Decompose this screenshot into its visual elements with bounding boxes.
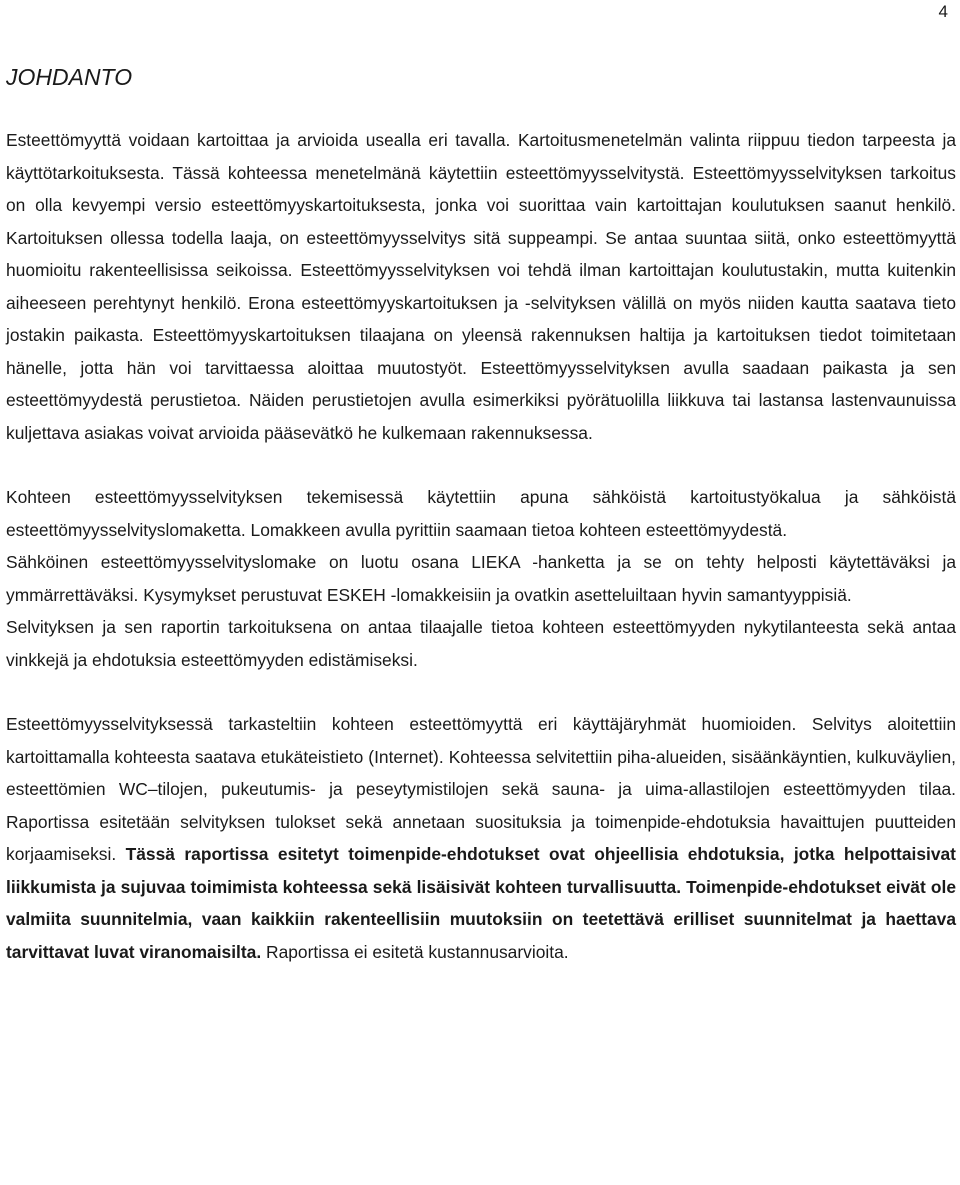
scope-text: Esteettömyysselvityksessä tarkasteltiin kohteen esteettömyyttä eri käyttäjäryhmät huomioiden. Selvitys aloitettiin kartoittamalla kohteesta saatava etukäteistieto (Internet). Kohteessa selvitettiin piha-alueiden, sisäänkäyntien, kulkuväylien, esteettömien WC–tilojen, pukeutumis- ja peseytymistilojen sekä sauna- ja uima-allastilojen esteettömyyden tilaa. Raportissa esitetään selvityksen tulokset sekä annetaan suosituksia ja toimenpide-ehdotuksia havaittujen puutteiden korjaamiseksi. xyxy=(6,714,956,864)
paragraph-purpose: Selvityksen ja sen raportin tarkoituksena on antaa tilaajalle tietoa kohteen esteettömyyden nykytilanteesta sekä antaa vinkkejä ja ehdotuksia esteettömyyden edistämiseksi. xyxy=(6,617,956,670)
paragraph-intro: Esteettömyyttä voidaan kartoittaa ja arvioida usealla eri tavalla. Kartoitusmenetelmän valinta riippuu tiedon tarpeesta ja käyttötarkoituksesta. Tässä kohteessa menetelmänä käytettiin esteettömyysselvitystä. Esteettömyysselvityksen tarkoitus on olla kevyempi versio esteettömyyskartoituksesta, jonka voi suorittaa vain kartoittajan koulutuksen saanut henkilö. Kartoituksen ollessa todella laaja, on esteettömyysselvitys sitä suppeampi. Se antaa suuntaa siitä, onko esteettömyyttä huomioitu rakenteellisissa seikoissa. Esteettömyysselvityksen voi tehdä ilman kartoittajan koulutustakin, mutta kuitenkin aiheeseen perehtynyt henkilö. Erona esteettömyyskartoituksen ja -selvityksen välillä on myös niiden kautta saatava tieto jostakin paikasta. Esteettömyyskartoituksen tilaajana on yleensä rakennuksen haltija ja kartoituksen tiedot toimitetaan hänelle, jotta hän voi tarvittaessa aloittaa muutostyöt. Esteettömyysselvityksen avulla saadaan paikasta ja sen esteettömyydestä perustietoa. Näiden perustietojen avulla esimerkiksi pyörätuolilla liikkuva tai lastansa lastenvaunuissa kuljettava asiakas voivat arvioida pääsevätkö he kulkemaan rakennuksessa. xyxy=(6,130,956,443)
scope-outro: Raportissa ei esitetä kustannusarvioita. xyxy=(266,941,569,962)
scope-bold-note: Tässä raportissa esitetyt toimenpide-ehdotukset ovat ohjeellisia ehdotuksia, jotka helpottaisivat liikkumista ja sujuvaa toimimista kohteessa sekä lisäisivät kohteen turvallisuutta. Toimenpide-ehdotukset eivät ole valmiita suunnitelmia, vaan kaikkiin rakenteellisiin muutoksiin on teetettävä erilliset suunnitelmat ja haettava tarvittavat luvat viranomaisilta. xyxy=(6,844,956,962)
paragraph-method: Kohteen esteettömyysselvityksen tekemisessä käytettiin apuna sähköistä kartoitustyökalua ja sähköistä esteettömyysselvityslomaketta. Lomakkeen avulla pyrittiin saamaan tietoa kohteen esteettömyydestä. xyxy=(6,487,956,540)
paragraph-gap xyxy=(6,449,956,481)
page-number: 4 xyxy=(938,2,948,21)
paragraph-form: Sähköinen esteettömyysselvityslomake on luotu osana LIEKA -hanketta ja se on tehty helposti käytettäväksi ja ymmärrettäväksi. Kysymykset perustuvat ESKEH -lomakkeisiin ja ovatkin asetteluiltaan hyvin samantyyppisiä. xyxy=(6,552,956,605)
paragraph-scope xyxy=(6,708,956,968)
paragraph-gap xyxy=(6,676,956,708)
section-heading: JOHDANTO xyxy=(6,64,133,90)
document-body xyxy=(6,124,956,968)
